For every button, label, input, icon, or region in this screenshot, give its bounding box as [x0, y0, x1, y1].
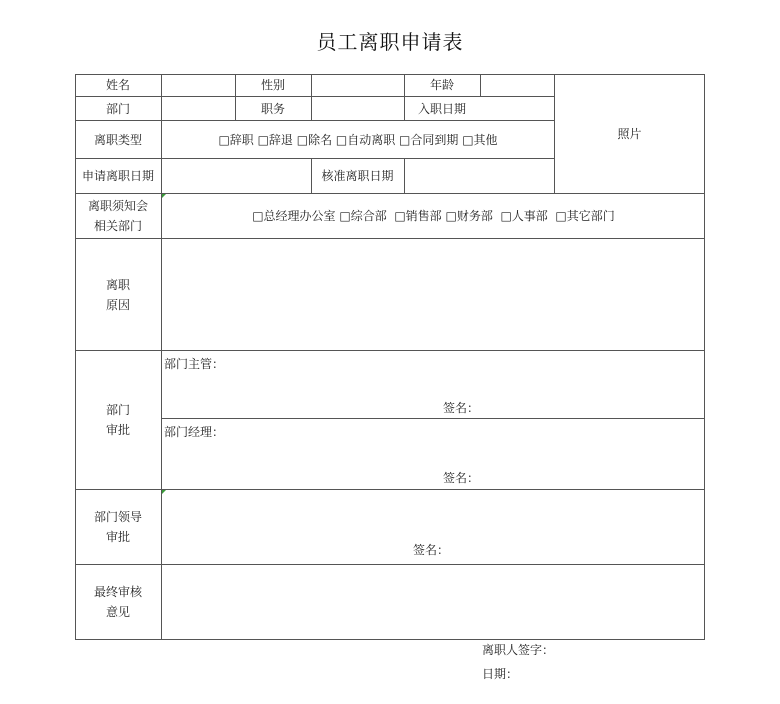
- photo-cell[interactable]: 照片: [617, 126, 642, 141]
- final-review-label: [75, 565, 161, 639]
- dept-approval-label: [75, 351, 161, 489]
- approved-date-label: 核准离职日期: [321, 169, 394, 183]
- resigner-signature[interactable]: 离职人签字：: [482, 643, 555, 657]
- form-title: 员工离职申请表: [316, 30, 464, 54]
- apply-date-field[interactable]: [162, 159, 311, 193]
- dept-supervisor-label: 部门主管：: [164, 357, 225, 371]
- position-label: 职务: [260, 101, 285, 116]
- leader-approval-sign[interactable]: 签名：: [413, 543, 450, 557]
- approved-date-field[interactable]: [405, 159, 554, 193]
- final-review-label-line1: 最终审核: [93, 585, 142, 599]
- notify-dept-label: [75, 194, 161, 238]
- reason-label-line2: 原因: [105, 297, 130, 312]
- age-label: 年龄: [429, 78, 454, 92]
- reason-label-line1: 离职: [105, 277, 130, 292]
- name-field[interactable]: [162, 75, 235, 96]
- resigner-date[interactable]: 日期：: [482, 667, 519, 681]
- cell-marker: [162, 490, 166, 494]
- rule: [161, 418, 705, 419]
- apply-date-label: 申请离职日期: [81, 169, 154, 183]
- dept-approval-label-line1: 部门: [105, 403, 130, 417]
- age-field[interactable]: [481, 75, 554, 96]
- resignation-form-table: [75, 74, 705, 640]
- rule: [75, 350, 705, 351]
- final-review-label-line2: 意见: [105, 605, 130, 619]
- final-review-field[interactable]: [162, 565, 705, 639]
- dept-manager-sign[interactable]: 签名：: [443, 471, 480, 485]
- resign-type-options[interactable]: □辞职 □辞退 □除名 □自动离职 □合同到期 □其他: [218, 132, 498, 147]
- position-field[interactable]: [312, 97, 404, 120]
- gender-label: 性别: [260, 78, 285, 92]
- leader-approval-label: [75, 490, 161, 564]
- table-border-bottom: [75, 639, 705, 640]
- leader-approval-label-line1: 部门领导: [93, 510, 142, 524]
- resign-type-label: 离职类型: [93, 132, 142, 147]
- hire-date-field[interactable]: [481, 97, 554, 120]
- rule: [75, 489, 705, 490]
- reason-label: [75, 239, 161, 350]
- name-label: 姓名: [105, 78, 130, 92]
- dept-approval-label-line2: 审批: [105, 423, 130, 437]
- department-label: 部门: [105, 101, 130, 116]
- reason-field[interactable]: [162, 239, 705, 350]
- dept-supervisor-sign[interactable]: 签名：: [443, 401, 480, 415]
- dept-manager-label: 部门经理：: [164, 425, 225, 439]
- notify-dept-options[interactable]: □总经理办公室 □综合部 □销售部 □财务部 □人事部 □其它部门: [252, 209, 615, 223]
- leader-approval-label-line2: 审批: [105, 530, 130, 544]
- notify-dept-label-line2: 相关部门: [93, 219, 142, 233]
- notify-dept-label-line1: 离职须知会: [87, 199, 148, 213]
- gender-field[interactable]: [312, 75, 404, 96]
- department-field[interactable]: [162, 97, 235, 120]
- hire-date-label: 入职日期: [417, 101, 466, 116]
